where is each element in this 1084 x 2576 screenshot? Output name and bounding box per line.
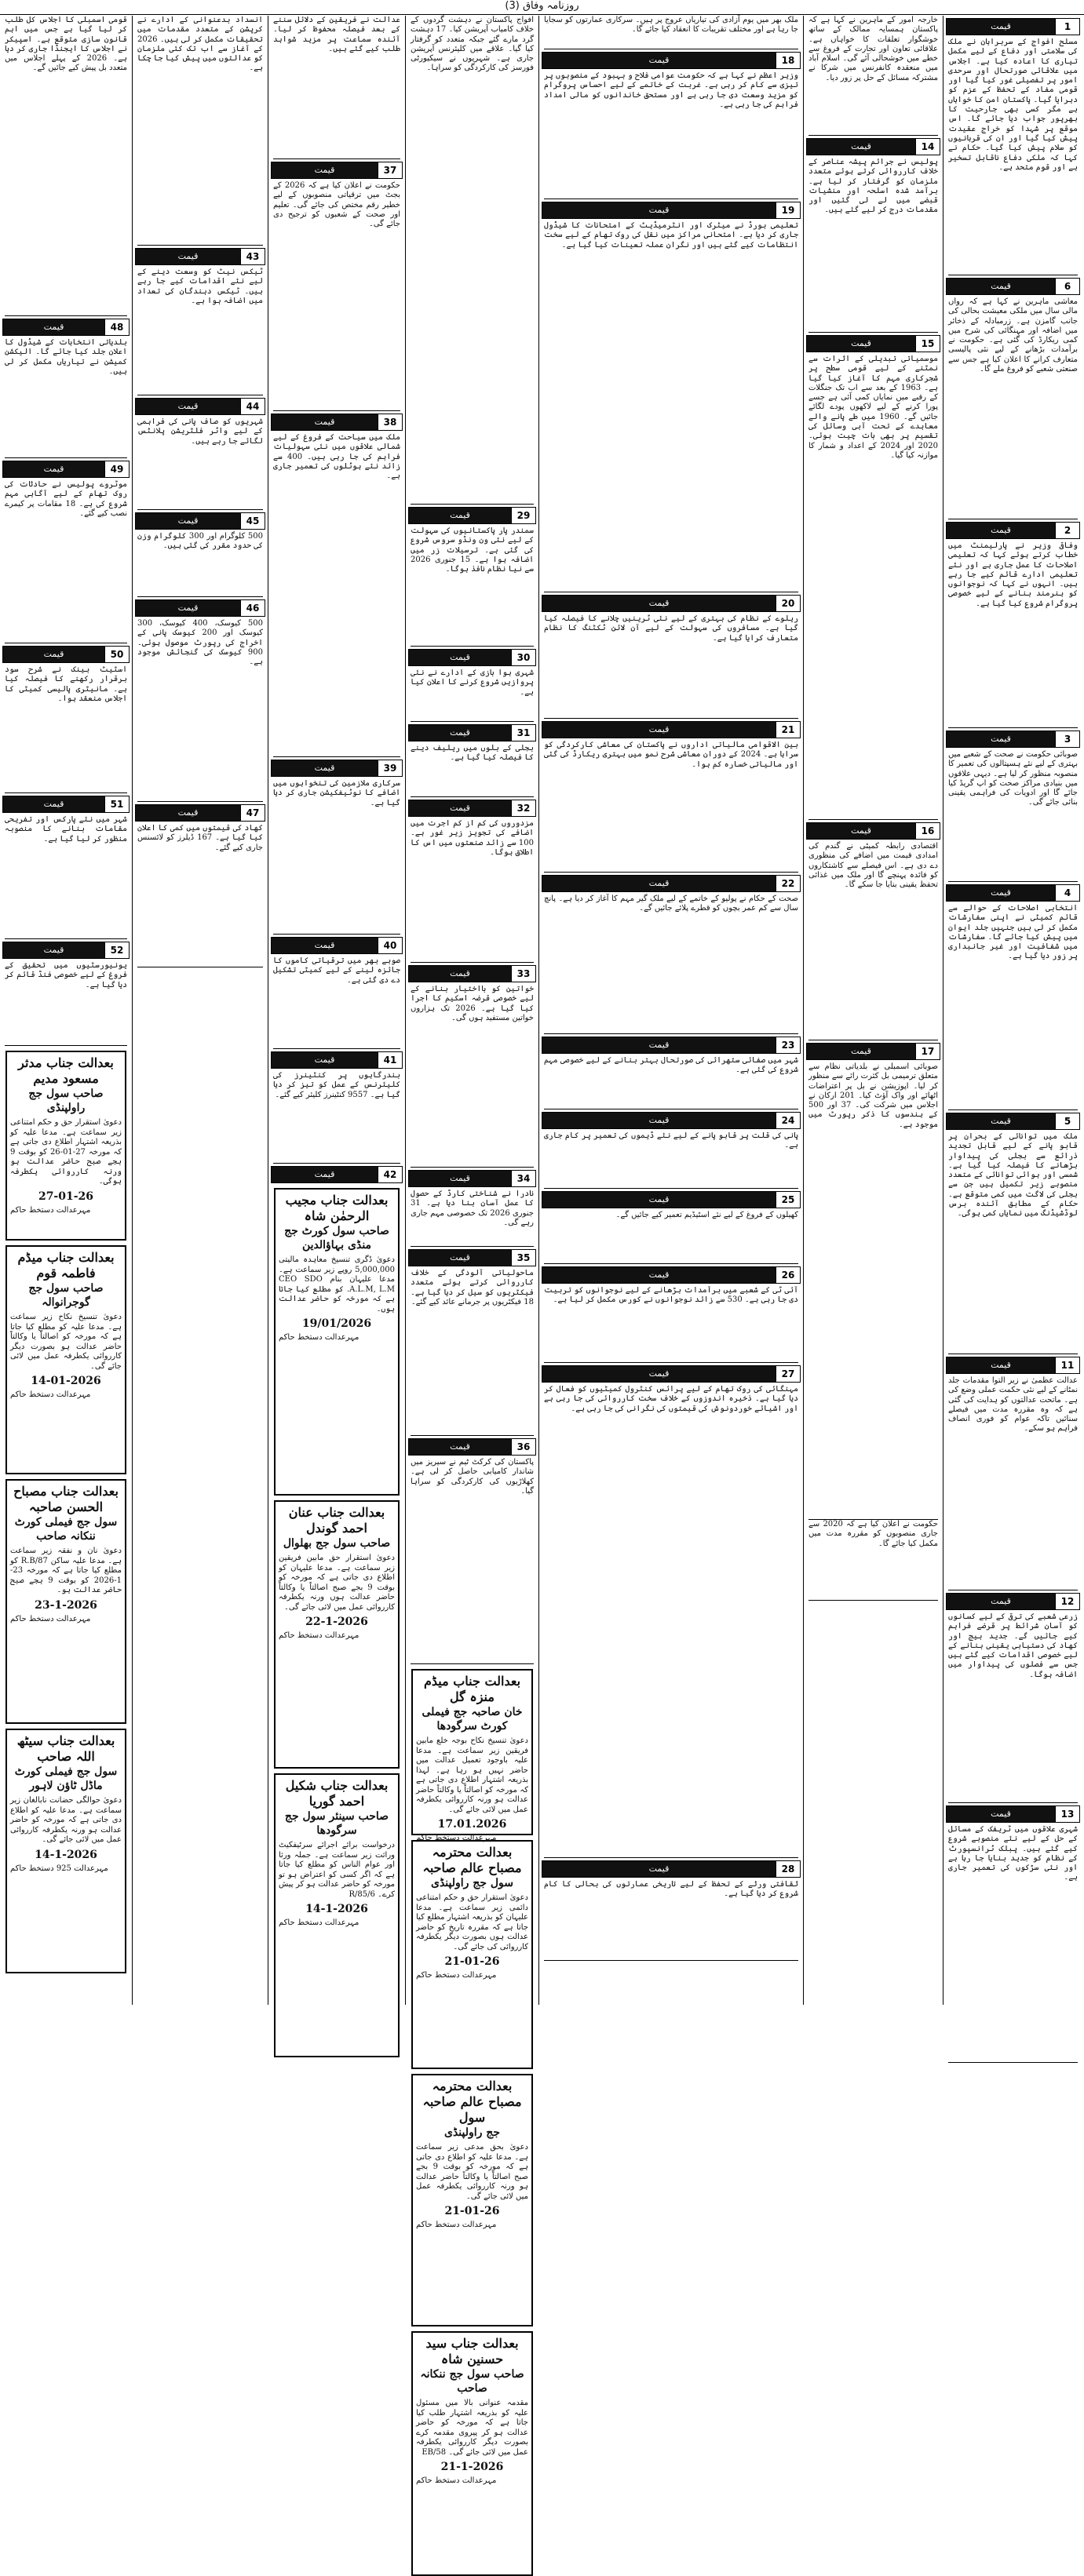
question-label: قیمت [947,1113,1055,1129]
notice-date: 21-01-26 [444,1955,500,1968]
question-header [542,595,801,612]
notice-body: مقدمہ عنوانی بالا میں مسئول علیہ کو بذریعہ اشتہار طلب کیا جاتا ہے کہ مورخہ کو حاضر عدالت ہو کر پیروی مقدمہ کرے بصورت دیگر کارروائی یکطرفہ عمل میں لائی جائے گی۔ 58/EB [416,2399,528,2457]
question-header [271,937,403,954]
court-notice [411,2331,533,2576]
question-label: قیمت [542,596,776,611]
court-name: بعدالت جناب سیٹھ اللہ صاحب [16,1733,115,1764]
court-name: بعدالت جناب شکیل احمد گوریا [285,1778,389,1809]
question-number: 35 [511,1250,535,1266]
question-body: صوبے بھر میں ترقیاتی کاموں کا جائزہ لینے کے لیے کمیٹی تشکیل دے دی گئی ہے۔ [273,956,400,1049]
question-body: شہری علاقوں میں ٹریفک کے مسائل کے حل کے لیے نئے منصوبے شروع کیے گئے ہیں۔ پبلک ٹرانسپورٹ کے نظام کو جدید بنایا جا رہا ہے اور نئی سڑکوں کی تعمیر جاری ہے۔ [948,1825,1078,2063]
question-number: 33 [511,966,535,982]
question-header [806,138,940,155]
court-notice [274,1773,400,2057]
question-header [542,1365,801,1383]
question-header [542,1266,801,1284]
question-label: قیمت [542,1192,776,1208]
question-body: بندرگاہوں پر کنٹینرز کی کلیئرنس کے عمل کو تیز کر دیا گیا ہے۔ 9557 کنٹینرز کلیئر کیے گئے۔ [273,1071,400,1164]
question-body: اسٹیٹ بینک نے شرح سود برقرار رکھنے کا فیصلہ کیا ہے۔ مانیٹری پالیسی کمیٹی کا اجلاس منعقد ہوا۔ [5,665,127,793]
question-label: قیمت [3,461,104,477]
question-body: ملک میں سیاحت کے فروغ کے لیے شمالی علاقوں میں نئی سہولیات فراہم کی جا رہی ہیں۔ 400 سے زائد نئے ہوٹلوں کی تعمیر جاری ہے۔ [273,433,400,757]
court-name: بعدالت جناب عنان احمد گوندل [288,1505,385,1536]
question-number: 43 [240,249,265,264]
question-number: 6 [1055,279,1079,294]
question-body: انتخابی اصلاحات کے حوالے سے قائم کمیٹی نے اپنی سفارشات مکمل کر لی ہیں جنہیں جلد ایوان میں پیش کیا جائے گا۔ سفارشات میں شفافیت اور غیر جانبداری پر زور دیا گیا ہے۔ [948,904,1078,1110]
question-header [946,1593,1080,1610]
question-number: 32 [511,800,535,816]
question-body: عدالت عظمیٰ نے زیر التوا مقدمات جلد نمٹانے کے لیے نئی حکمت عملی وضع کی ہے۔ ماتحت عدالتوں کو ہدایت کی گئی ہے کہ وہ مقررہ مدت میں فیصلے سنائیں تاکہ عوام کو فوری انصاف فراہم ہو سکے۔ [948,1376,1078,1590]
question-number: 24 [776,1113,800,1128]
column-1 [946,16,1080,2005]
question-header [2,646,130,663]
question-label: قیمت [272,938,378,953]
question-body: صوبائی حکومت نے صحت کے شعبے میں بہتری کے لیے نئے ہسپتالوں کی تعمیر کا منصوبہ منظور کر لیا ہے۔ دیہی علاقوں میں بنیادی مراکز صحت کو اپ گریڈ کیا جائے گا اور ادویات کی فراہمی یقینی بنائی جائے گی۔ [948,750,1078,882]
question-body: پانی کی قلت پر قابو پانے کے لیے نئے ڈیموں کی تعمیر پر کام جاری ہے۔ [544,1131,798,1189]
question-header [806,822,940,840]
question-label: قیمت [136,600,240,616]
question-header [408,724,536,741]
question-body: ریلوے کے نظام کی بہتری کے لیے نئی ٹرینیں چلانے کا فیصلہ کیا گیا ہے۔ مسافروں کی سہولت کے لیے آن لائن ٹکٹنگ کا نظام متعارف کرایا گیا ہے۔ [544,614,798,719]
question-label: قیمت [807,823,915,839]
question-label: قیمت [947,19,1055,35]
notice-signature: مہرعدالت دستخط حاکم [416,1971,497,1980]
question-label: قیمت [947,279,1055,294]
question-header [408,507,536,524]
notice-body: دعویٰ استقرار حق و حکم امتناعی زیر سماعت ہے۔ مدعا علیہ کو بذریعہ اشتہار اطلاع دی جاتی ہے کہ مورخہ 27-01-26 کو بوقت 9 بجے صبح حاضر عدالت ہو ورنہ کارروائی یکطرفہ ہوگی۔ [10,1118,122,1186]
question-label: قیمت [409,800,511,816]
question-number: 15 [915,336,940,352]
question-number: 38 [378,414,402,430]
question-header [2,796,130,813]
question-number: 40 [378,938,402,953]
court-name: بعدالت محترمہ مصباح عالم صاحبہ [422,1845,522,1875]
notice-date: 17.01.2026 [437,1818,507,1831]
question-header [946,522,1080,539]
question-header [946,278,1080,295]
question-number: 4 [1055,885,1079,901]
question-label: قیمت [409,1171,511,1186]
question-body: مہنگائی کی روک تھام کے لیے پرائس کنٹرول کمیٹیوں کو فعال کر دیا گیا ہے۔ ذخیرہ اندوزوں کے خلاف سخت کارروائی کی جا رہی ہے اور اشیائے خوردونوش کی قیمتوں کی نگرانی کی جا رہی ہے۔ [544,1385,798,1858]
question-header [946,1805,1080,1823]
notice-body: دعویٰ بحق مدعی زیر سماعت ہے۔ مدعا علیہ کو اطلاع دی جاتی ہے کہ مورخہ کو بوقت 9 بجے صبح اصالتاً یا وکالتاً حاضر عدالت ہو ورنہ کارروائی یکطرفہ عمل میں لائی جائے گی۔ [416,2143,528,2201]
question-number: 16 [915,823,940,839]
court-name: بعدالت محترمہ مصباح عالم صاحبہ سول [422,2079,522,2125]
question-header [271,1166,403,1183]
judge-title: صاحب سول جج ننکانہ صاحب [420,2368,524,2395]
court-notice [274,1500,400,1769]
notice-signature: مہرعدالت دستخط حاکم [416,2476,497,2485]
question-body: زرعی شعبے کی ترقی کے لیے کسانوں کو آسان شرائط پر قرضے فراہم کیے جائیں گے۔ جدید بیج اور کھاد کی دستیابی یقینی بنانے کے لیے خصوصی اقدامات کیے گئے ہیں جس سے فصلوں کی پیداوار میں اضافہ ہوگا۔ [948,1612,1078,1803]
question-body: کھیلوں کے فروغ کے لیے نئے اسٹیڈیم تعمیر کیے جائیں گے۔ [544,1211,798,1264]
column-5 [271,16,403,2005]
judge-title: صاحب سول کورٹ جج منڈی بہاؤالدین [284,1225,389,1252]
question-header [542,1191,801,1208]
question-body: خواتین کو بااختیار بنانے کے لیے خصوصی قرضہ اسکیم کا اجرا کیا گیا ہے۔ 2026 تک ہزاروں خواتین مستفید ہوں گی۔ [411,985,534,1168]
question-label: قیمت [542,1861,776,1877]
question-header [542,1860,801,1878]
court-name: بعدالت جناب مجیب الرحمٰن شاہ [285,1193,389,1223]
notice-signature: مہرعدالت دستخط حاکم [416,2221,497,2229]
question-number: 20 [776,596,800,611]
question-number: 41 [378,1052,402,1068]
column-divider [405,16,406,2005]
question-label: قیمت [136,513,240,529]
question-number: 42 [378,1167,402,1182]
question-label: قیمت [542,202,776,218]
judge-title: صاحب سول جج گوجرانوالہ [28,1282,104,1309]
question-number: 25 [776,1192,800,1208]
question-header [946,1357,1080,1374]
question-header [946,731,1080,748]
question-number: 49 [104,461,129,477]
notice-date: 21-1-2026 [440,2461,504,2473]
question-header [135,398,265,415]
column-2 [806,16,940,2005]
question-label: قیمت [542,1267,776,1283]
question-label: قیمت [542,876,776,891]
question-header [542,1112,801,1129]
question-body: موٹروے پولیس نے حادثات کی روک تھام کے لیے آگاہی مہم شروع کی ہے۔ 18 مقامات پر کیمرے نصب کیے گئے۔ [5,480,127,643]
question-body: آئی ٹی کے شعبے میں برآمدات بڑھانے کے لیے نوجوانوں کو تربیت دی جا رہی ہے۔ 530 سے زائد نوجوانوں نے کورس مکمل کر لیا ہے۔ [544,1286,798,1363]
question-header [542,1037,801,1054]
column-3 [542,16,801,2005]
question-header [271,760,403,777]
question-number: 3 [1055,731,1079,747]
question-label: قیمت [409,508,511,523]
question-number: 28 [776,1861,800,1877]
notice-signature: مہرعدالت دستخط حاکم [10,1614,91,1623]
question-label: قیمت [136,805,240,821]
question-body: ثقافتی ورثے کے تحفظ کے لیے تاریخی عمارتوں کی بحالی کا کام شروع کر دیا گیا ہے۔ [544,1880,798,1961]
question-body: وفاقی وزیر نے پارلیمنٹ میں خطاب کرتے ہوئے کہا کہ تعلیمی اصلاحات کا عمل جاری ہے اور نئے تعلیمی ادارے قائم کیے جا رہے ہیں۔ انہوں نے کہا کہ نوجوانوں کو ہنرمند بنانے کے لیے خصوصی پروگرام شروع کیا گیا ہے۔ [948,541,1078,728]
question-body: اقتصادی رابطہ کمیٹی نے گندم کی امدادی قیمت میں اضافے کی منظوری دے دی ہے۔ اس فیصلے سے کاشتکاروں کو فائدہ پہنچے گا اور ملک میں غذائی تحفظ یقینی بنایا جا سکے گا۔ [808,842,938,1040]
question-label: قیمت [409,1439,511,1455]
question-body: حکومت نے اعلان کیا ہے کہ 2020 سے جاری منصوبوں کو مقررہ مدت میں مکمل کیا جائے گا۔ [808,1520,938,1601]
question-label: قیمت [136,399,240,414]
question-label: قیمت [947,1594,1055,1609]
question-label: قیمت [542,1366,776,1382]
court-name: بعدالت جناب سید حسنین شاہ [425,2336,519,2366]
question-label: قیمت [272,414,378,430]
question-label: قیمت [947,885,1055,901]
question-header [135,804,265,822]
question-label: قیمت [807,139,915,155]
question-body: کھاد کی قیمتوں میں کمی کا اعلان کیا گیا ہے۔ 167 ڈیلرز کو لائسنس جاری کیے گئے۔ [137,824,263,967]
question-label: قیمت [272,760,378,776]
question-body: افواج پاکستان نے دہشت گردوں کے خلاف کامیاب آپریشن کیا۔ 17 دہشت گرد مارے گئے جبکہ متعدد کو گرفتار کیا گیا۔ علاقے میں کلیئرنس آپریشن جاری ہے۔ شہریوں نے سیکیورٹی فورسز کی کارکردگی کو سراہا۔ [411,16,534,505]
notice-date: 14-01-2026 [31,1375,101,1387]
column-7 [2,16,130,2005]
question-label: قیمت [542,722,776,738]
court-notice [5,1729,126,1973]
notice-date: 22-1-2026 [305,1616,368,1628]
question-number: 22 [776,876,800,891]
question-label: قیمت [947,1357,1055,1373]
court-name: بعدالت جناب میڈم منزہ گل [423,1674,521,1704]
court-notice [5,1245,126,1474]
question-body: پاکستان کی کرکٹ ٹیم نے سیریز میں شاندار کامیابی حاصل کر لی ہے۔ کھلاڑیوں کی کارکردگی کو سراہا گیا۔ [411,1458,534,1664]
column-6 [135,16,265,2005]
question-header [135,599,265,617]
question-body: ماحولیاتی آلودگی کے خلاف کارروائی کرتے ہوئے متعدد فیکٹریوں کو سیل کر دیا گیا ہے۔ 18 فیکٹریوں پر جرمانے عائد کیے گئے۔ [411,1269,534,1436]
notice-body: دعویٰ تنسیخ نکاح زیر سماعت ہے۔ مدعا علیہ کو مطلع کیا جاتا ہے کہ مورخہ کو اصالتاً یا وکالتاً حاضر عدالت ہو بصورت دیگر کارروائی یکطرفہ عمل میں لائی جائے گی۔ [10,1313,122,1371]
question-body: شہری ہوا بازی کے ادارے نے نئی پروازیں شروع کرنے کا اعلان کیا ہے۔ [411,669,534,722]
question-number: 44 [240,399,265,414]
question-body: عدالت نے فریقین کے دلائل سننے کے بعد فیصلہ محفوظ کر لیا۔ آئندہ سماعت پر مزید شواہد طلب کیے گئے ہیں۔ [273,16,400,159]
question-header [542,721,801,738]
question-number: 19 [776,202,800,218]
judge-title: جج راولپنڈی [444,2126,500,2139]
notice-body: دعویٰ ڈگری تنسیخ معاہدہ مالیتی 5,000,000 روپے زیر سماعت ہے۔ مدعا علیہان بنام CEO SDO A.L.M, L.M. کو مطلع کیا جاتا ہے کہ مورخہ کو حاضر عدالت ہوں۔ [279,1255,395,1314]
question-number: 17 [915,1044,940,1059]
question-header [946,884,1080,902]
question-body: انسداد بدعنوانی کے ادارے نے کرپشن کے متعدد مقدمات میں تحقیقات مکمل کر لی ہیں۔ 2026 کے آغاز سے اب تک کئی ملزمان کو عدالتوں میں پیش کیا جا چکا ہے۔ [137,16,263,246]
question-number: 50 [104,647,129,662]
notice-date: 27-01-26 [38,1190,94,1203]
question-header [542,52,801,69]
question-header [408,800,536,817]
question-body: شہر میں نئے پارکس اور تفریحی مقامات بنانے کا منصوبہ منظور کر لیا گیا ہے۔ [5,815,127,939]
question-body: شہر میں صفائی ستھرائی کی صورتحال بہتر بنانے کے لیے خصوصی مہم شروع کی گئی ہے۔ [544,1056,798,1109]
question-body: بلدیاتی انتخابات کے شیڈول کا اعلان جلد کیا جائے گا۔ الیکشن کمیشن نے تیاریاں مکمل کر لی ہیں۔ [5,338,127,458]
question-label: قیمت [272,162,378,178]
question-number: 11 [1055,1357,1079,1373]
question-body: معاشی ماہرین نے کہا ہے کہ رواں مالی سال میں ملکی معیشت بحالی کی جانب گامزن ہے۔ زرمبادلہ کے ذخائر میں اضافہ اور مہنگائی کی شرح میں کمی ریکارڈ کی گئی ہے۔ حکومت نے برآمدات بڑھانے کے لیے نئی پالیسی متعارف کرانے کا اعلان کیا ہے جس سے صنعتی شعبے کو فروغ ملے گا۔ [948,297,1078,519]
notice-date: 19/01/2026 [301,1317,372,1330]
notice-signature: مہرعدالت دستخط حاکم [279,1918,360,1927]
question-label: قیمت [3,942,104,958]
question-number: 46 [240,600,265,616]
notice-date: 14-1-2026 [35,1848,97,1861]
court-notice [411,1840,533,2069]
question-number: 51 [104,796,129,812]
question-label: قیمت [136,249,240,264]
question-number: 13 [1055,1806,1079,1822]
question-number: 21 [776,722,800,738]
notice-date: 23-1-2026 [35,1598,97,1612]
question-number: 39 [378,760,402,776]
question-body: مسلح افواج کے سربراہان نے ملک کی سلامتی اور دفاع کے لیے مکمل تیاری کا اعادہ کیا ہے۔ اجلاس میں علاقائی صورتحال اور سرحدی امور پر تفصیلی غور کیا گیا اور قومی مفاد کے تحفظ کے عزم کو دہرایا گیا۔ پاکستان امن کا خواہاں ہے مگر کسی بھی جارحیت کا بھرپور جواب دیا جائے گا۔ اس موقع پر شہدا کو خراج عقیدت پیش کیا گیا اور ان کی قربانیوں کو سلام پیش کیا گیا۔ حکام نے کہا کہ ملکی دفاع ناقابل تسخیر ہے اور قوم متحد ہے۔ [948,38,1078,275]
court-name: بعدالت جناب مدثر مسعود مدیم [18,1055,114,1086]
question-body: نادرا نے شناختی کارڈ کے حصول کا عمل آسان بنا دیا ہے۔ 31 جنوری 2026 تک خصوصی مہم جاری رہے گی۔ [411,1190,534,1247]
question-body: بین الاقوامی مالیاتی اداروں نے پاکستان کی معاشی کارکردگی کو سراہا ہے۔ 2024 کے دوران معاشی شرح نمو میں بہتری ریکارڈ کی گئی اور مالیاتی خسارہ کم ہوا۔ [544,741,798,873]
question-label: قیمت [947,731,1055,747]
judge-title: سول جج فیملی کورٹ ماڈل ٹاؤن لاہور [14,1765,118,1792]
court-notice [5,1051,126,1241]
question-label: قیمت [409,725,511,741]
judge-title: خان صاحبہ جج فیملی کورٹ سرگودھا [422,1706,523,1733]
question-number: 23 [776,1037,800,1053]
question-number: 5 [1055,1113,1079,1129]
court-notice [411,1669,533,1842]
question-header [542,202,801,219]
notice-date: 21-01-26 [444,2205,500,2217]
question-header [408,965,536,982]
question-header [135,512,265,530]
question-header [271,414,403,431]
question-body: بجلی کے بلوں میں ریلیف دینے کا فیصلہ کیا گیا ہے۔ [411,744,534,797]
question-number: 29 [511,508,535,523]
judge-title: سول جج فیملی کورٹ ننکانہ صاحب [14,1516,118,1543]
question-header [806,1043,940,1060]
question-number: 31 [511,725,535,741]
question-body: موسمیاتی تبدیلی کے اثرات سے نمٹنے کے لیے قومی سطح پر شجرکاری مہم کا آغاز کیا گیا ہے۔ 1963 کے بعد سے اب تک جنگلات کے رقبے میں نمایاں کمی آئی ہے جسے پورا کرنے کے لیے لاکھوں پودے لگائے جائیں گے۔ 1960 میں طے پانے والے معاہدے کے تحت آبی وسائل کی تقسیم پر بھی بات چیت ہوئی۔ 2020 اور 2024 کے اعداد و شمار کا موازنہ کیا گیا۔ [808,355,938,820]
notice-signature: مہرعدالت دستخط حاکم [10,1205,91,1215]
notice-signature: مہرعدالت دستخط حاکم [279,1631,360,1640]
notice-body: دعویٰ حوالگی حضانت نابالغان زیر سماعت ہے۔ مدعا علیہ کو اطلاع دی جاتی ہے کہ مورخہ کو حاضر عدالت ہو ورنہ یکطرفہ کارروائی عمل میں لائی جائے گی۔ [10,1796,122,1844]
question-label: قیمت [409,966,511,982]
question-label: قیمت [272,1052,378,1068]
question-number: 26 [776,1267,800,1283]
question-label: قیمت [3,319,104,335]
question-number: 45 [240,513,265,529]
question-label: قیمت [409,650,511,665]
question-body: سرکاری ملازمین کی تنخواہوں میں اضافے کا نوٹیفکیشن جاری کر دیا گیا ہے۔ [273,779,400,935]
question-number: 27 [776,1366,800,1382]
question-header [2,461,130,478]
page-title: روزنامہ وفاق (3) [0,0,1084,15]
question-body: صوبائی اسمبلی نے بلدیاتی نظام سے متعلق ترمیمی بل کثرت رائے سے منظور کر لیا۔ اپوزیشن نے بل پر اعتراضات اٹھائے اور واک آؤٹ کیا۔ 201 ارکان نے اجلاس میں شرکت کی۔ 37 اور 500 کے ہندسوں کا ذکر رپورٹ میں موجود ہے۔ [808,1062,938,1520]
question-header [806,335,940,352]
column-4 [408,16,536,2485]
notice-signature: مہرعدالت دستخط حاکم [416,1834,497,1842]
column-divider [803,16,804,2005]
question-body: حکومت نے اعلان کیا ہے کہ 2026 کے بجٹ میں ترقیاتی منصوبوں کے لیے خطیر رقم مختص کی جائے گی۔ تعلیم اور صحت کے شعبوں کو ترجیح دی جائے گی۔ [273,181,400,411]
question-label: قیمت [807,336,915,352]
court-name: بعدالت جناب میڈم فاطمہ قوم [17,1250,115,1281]
notice-signature: مہرعدالت 925 دستخط حاکم [10,1864,108,1873]
notice-body: دعویٰ استقرار حق مابین فریقین زیر سماعت ہے۔ مدعا علیہان کو اطلاع دی جاتی ہے کہ مورخہ کو بوقت 9 بجے صبح اصالتاً یا وکالتاً حاضر عدالت ہوں ورنہ یکطرفہ کارروائی عمل میں لائی جائے گی۔ [279,1554,395,1612]
question-number: 36 [511,1439,535,1455]
question-body: ملک میں توانائی کے بحران پر قابو پانے کے لیے قابل تجدید ذرائع سے بجلی کی پیداوار بڑھانے کا فیصلہ کیا گیا ہے۔ شمسی اور ہوائی توانائی کے متعدد منصوبے زیر تکمیل ہیں جن سے بجلی کی لاگت میں کمی متوقع ہے۔ حکام کے مطابق آئندہ برس لوڈشیڈنگ میں نمایاں کمی ہوگی۔ [948,1132,1078,1354]
question-body: پولیس نے جرائم پیشہ عناصر کے خلاف کارروائی کرتے ہوئے متعدد ملزمان کو گرفتار کر لیا ہے۔ برآمد شدہ اسلحہ اور منشیات قبضے میں لے لی گئیں اور مقدمات درج کر لیے گئے ہیں۔ [808,158,938,333]
question-label: قیمت [542,53,776,68]
question-body: ملک بھر میں یوم آزادی کی تیاریاں عروج پر ہیں۔ سرکاری عمارتوں کو سجایا جا رہا ہے اور مختلف تقریبات کا انعقاد کیا جائے گا۔ [544,16,798,49]
judge-title: صاحب سول جج راولپنڈی [28,1088,104,1114]
question-label: قیمت [409,1250,511,1266]
question-number: 18 [776,53,800,68]
question-number: 30 [511,650,535,665]
question-label: قیمت [807,1044,915,1059]
question-label: قیمت [3,647,104,662]
judge-title: صاحب سول جج بھلوال [283,1537,391,1550]
question-label: قیمت [272,1167,378,1182]
question-header [542,875,801,892]
question-number: 48 [104,319,129,335]
question-header [2,319,130,336]
question-label: قیمت [947,1806,1055,1822]
question-body: 500 کلوگرام اور 300 کلوگرام وزن کی حدود مقرر کی گئی ہیں۔ [137,532,263,597]
question-label: قیمت [3,796,104,812]
question-header [271,1051,403,1069]
question-number: 1 [1055,19,1079,35]
question-number: 12 [1055,1594,1079,1609]
question-number: 34 [511,1171,535,1186]
question-header [946,18,1080,35]
question-number: 52 [104,942,129,958]
question-header [408,649,536,666]
judge-title: صاحب سینئر سول جج سرگودھا [284,1810,389,1837]
question-header [946,1113,1080,1130]
notice-body: دعویٰ تنسیخ نکاح بوجہ خلع مابین فریقین زیر سماعت ہے۔ مدعا علیہ باوجود تعمیل عدالت میں حاضر نہیں ہو رہا ہے۔ لہذا بذریعہ اشتہار اطلاع دی جاتی ہے کہ مورخہ کو اصالتاً یا وکالتاً حاضر عدالت ہو ورنہ کارروائی یکطرفہ عمل میں لائی جائے گی۔ [416,1736,528,1814]
question-body: صحت کے حکام نے پولیو کے خاتمے کے لیے ملک گیر مہم کا آغاز کر دیا ہے۔ پانچ سال سے کم عمر بچوں کو قطرے پلائے جائیں گے۔ [544,894,798,1034]
notice-date: 14-1-2026 [305,1903,368,1915]
column-divider [538,16,539,2005]
question-body: مزدوروں کی کم از کم اجرت میں اضافے کی تجویز زیر غور ہے۔ 100 سے زائد صنعتوں میں اس کا اطلاق ہوگا۔ [411,819,534,963]
question-header [135,248,265,265]
question-body: ٹیکس نیٹ کو وسعت دینے کے لیے نئے اقدامات کیے جا رہے ہیں۔ ٹیکس دہندگان کی تعداد میں اضافہ ہوا ہے۔ [137,268,263,395]
judge-title: سول جج راولپنڈی [430,1877,513,1889]
question-label: قیمت [542,1037,776,1053]
question-header [408,1170,536,1187]
question-body: شہریوں کو صاف پانی کی فراہمی کے لیے واٹر فلٹریشن پلانٹس لگائے جا رہے ہیں۔ [137,417,263,510]
question-label: قیمت [542,1113,776,1128]
question-header [408,1249,536,1266]
notice-body: دعویٰ نان و نفقہ زیر سماعت ہے۔ مدعا علیہ ساکن 87/R.B کو مطلع کیا جاتا ہے کہ مورخہ 23-1-2026 کو بوقت 9 بجے صبح حاضر عدالت ہو۔ [10,1547,122,1594]
question-body: 500 کیوسک، 400 کیوسک، 300 کیوسک اور 200 کیوسک پانی کے اخراج کی رپورٹ موصول ہوئی۔ 900 کیوسک کی گنجائش موجود ہے۔ [137,619,263,802]
notice-signature: مہرعدالت دستخط حاکم [279,1333,360,1342]
court-notice [274,1188,400,1496]
column-divider [132,16,133,2005]
question-number: 2 [1055,523,1079,538]
question-number: 37 [378,162,402,178]
question-body: سمندر پار پاکستانیوں کی سہولت کے لیے نئی ون ونڈو سروس شروع کی گئی ہے۔ ترسیلات زر میں اضافہ ہوا ہے۔ 15 جنوری 2026 سے نیا نظام نافذ ہوگا۔ [411,526,534,647]
question-header [271,162,403,179]
question-header [408,1438,536,1456]
notice-body: دعویٰ استقرار حق و حکم امتناعی دائمی زیر سماعت ہے۔ مدعا علیہان کو بذریعہ اشتہار مطلع کیا جاتا ہے کہ مقررہ تاریخ کو حاضر عدالت ہوں بصورت دیگر یکطرفہ کارروائی کی جائے گی۔ [416,1893,528,1951]
question-body: یونیورسٹیوں میں تحقیق کے فروغ کے لیے خصوصی فنڈ قائم کر دیا گیا ہے۔ [5,961,127,1046]
question-body: وزیر اعظم نے کہا ہے کہ حکومت عوامی فلاح و بہبود کے منصوبوں پر تیزی سے کام کر رہی ہے۔ غربت کے خاتمے کے لیے احساس پروگرام کو مزید وسعت دی جا رہی ہے اور مستحق خاندانوں کو مالی امداد فراہم کی جا رہی ہے۔ [544,71,798,199]
question-header [2,942,130,959]
question-label: قیمت [947,523,1055,538]
question-body: تعلیمی بورڈ نے میٹرک اور انٹرمیڈیٹ کے امتحانات کا شیڈول جاری کر دیا ہے۔ امتحانی مراکز میں نقل کی روک تھام کے لیے سخت انتظامات کیے گئے ہیں اور نگران عملہ تعینات کیا گیا ہے۔ [544,221,798,592]
court-notice [411,2074,533,2326]
notice-body: درخواست برائے اجرائے سرٹیفکیٹ وراثت زیر سماعت ہے۔ جملہ ورثا اور عوام الناس کو مطلع کیا جاتا ہے کہ اگر کسی کو اعتراض ہو تو مورخہ کو حاضر عدالت ہو کر پیش کرے۔ 85/6/R [279,1841,395,1899]
question-body: قومی اسمبلی کا اجلاس کل طلب کر لیا گیا ہے جس میں اہم قانون سازی متوقع ہے۔ اسپیکر نے اجلاس کا ایجنڈا جاری کر دیا ہے۔ 2026 کے پہلے اجلاس میں متعدد بل پیش کیے جائیں گے۔ [5,16,127,316]
question-number: 14 [915,139,940,155]
question-number: 47 [240,805,265,821]
court-name: بعدالت جناب مصباح الحسن صاحبہ [13,1484,119,1514]
question-body: خارجہ امور کے ماہرین نے کہا ہے کہ پاکستان ہمسایہ ممالک کے ساتھ خوشگوار تعلقات کا خواہاں ہے۔ علاقائی تعاون اور تجارت کے فروغ سے خطے میں خوشحالی آئے گی۔ اسلام آباد میں منعقدہ کانفرنس میں شرکا نے مشترکہ مسائل کے حل پر زور دیا۔ [808,16,938,136]
court-notice [5,1479,126,1724]
notice-signature: مہرعدالت دستخط حاکم [10,1390,91,1399]
